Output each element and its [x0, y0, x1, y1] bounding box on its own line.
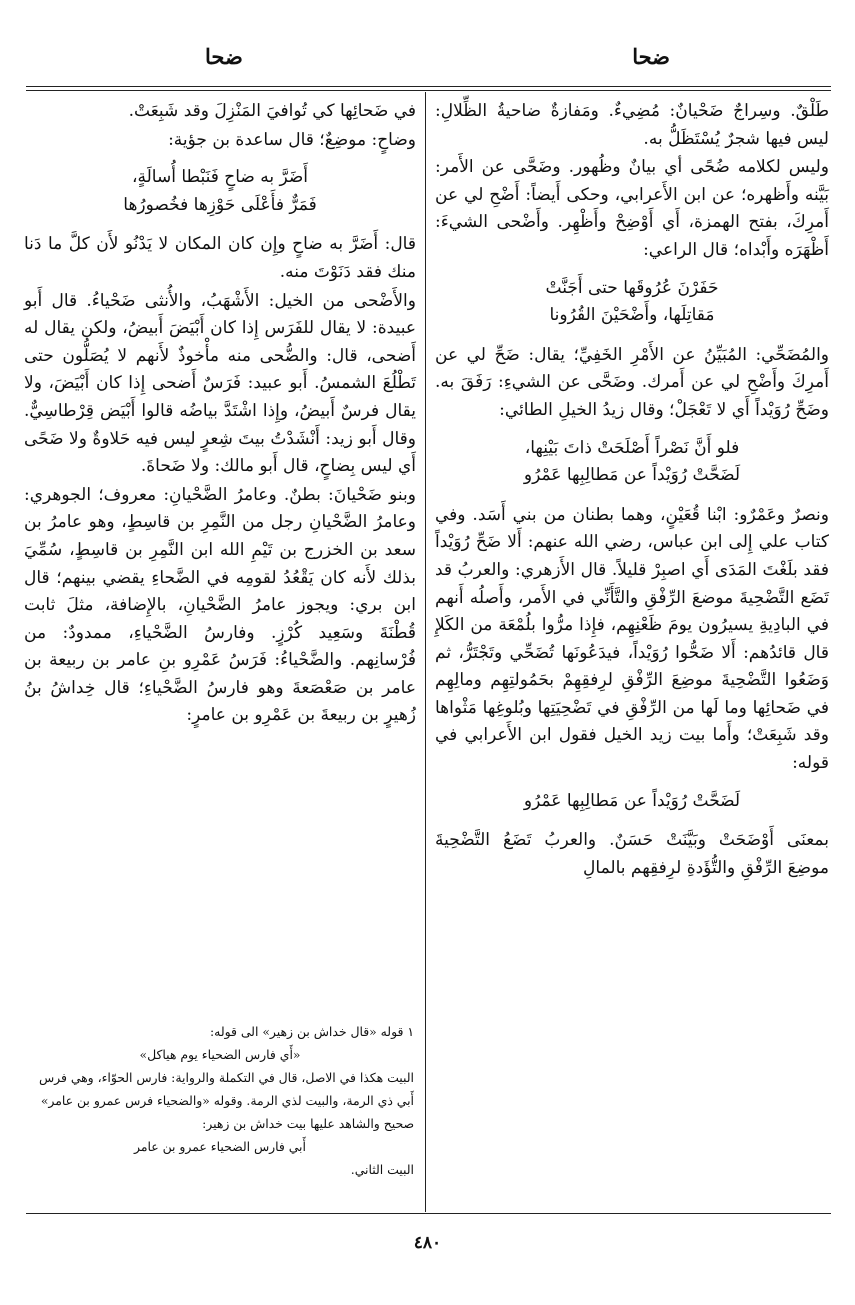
verse-line: لَضَحَّتْ رُوَيْداً عن مَطالِبِها عَمْرُو [523, 465, 741, 486]
verse-line: حَفَرْنَ عُرُوقَها حتى أَجَنَّتْ [545, 277, 719, 298]
paragraph: بمعنَى أَوْضَحَتْ وبَيَّنَتْ حَسَنٌ. والعربُ تَضَعُ التَّضْحِيةَ موضِعَ الرِّفْقِ والتُّؤَدةِ لرِفقِهم بالمالِ [435, 830, 829, 878]
header-rule [26, 86, 831, 87]
paragraph: قال: أَضَرَّ به ضاحٍ وإِن كان المكان لا يَدْنُو لأَن كلَّ ما دَنا منك فقد دَنَوْتَ منه. [24, 234, 416, 282]
verse-line: مَقاتِلَها، وأَضْحَيْنَ القُرُونا [549, 305, 715, 326]
verse-line: لَضَحَّتْ رُوَيْداً عن مَطالِبِها عَمْرُو [523, 790, 741, 811]
left-column [24, 98, 416, 730]
paragraph: والمُضَحِّي: المُبَيِّنُ عن الأَمْرِ الخَفِيِّ؛ يقال: ضَحِّ لي عن أَمرِكَ وأَضْحِ لي عن أَمرك. وضَحَّى عن الشيءِ: رَفَقَ به. وضَحِّ رُوَيْداً أَي لا تَعْجَلْ؛ وقال زيدُ الخيلِ الطائي: [435, 344, 829, 420]
paragraph: وليس لكلامه ضُحًى أي بيانٌ وظُهور. وضَحَّى عن الأَمر: بَيَّنه وأَظهره؛ عن ابن الأَعرابي، وحكى أَيضاً: أَضْحِ لي عن أَمرِكَ، بفتح الهمزة، أَي أَوْضِحْ وأَظْهِر. وأَضْحى الشيءَ: أَظْهَرَه وأَبْداه؛ قال الراعي: [435, 157, 829, 260]
page-number: ٤٨٠ [413, 1233, 442, 1253]
paragraph: وضاحٍ: موضِعٌ؛ قال ساعدة بن جؤية: [168, 129, 416, 150]
verse-line: فَمَرٌّ فأَعْلَى حَوْزِها فخُصورُها [123, 194, 317, 215]
header-right-title: ضحا [632, 44, 670, 69]
header-rule-secondary [26, 90, 831, 91]
footnote-line: «أَي فارس الضحياء يوم هياكل» [139, 1047, 301, 1062]
right-column [435, 98, 829, 882]
paragraph: في ضَحائِها كي تُوافيَ المَنْزِلَ وقد شَبِعَتْ. [128, 101, 416, 121]
verse [24, 164, 416, 219]
verse [435, 435, 829, 490]
footnote-line: أَبي فارس الضحياء عمرو بن عامر [134, 1139, 306, 1154]
paragraph: ونصرٌ وعَمْرٌو: ابْنا قُعَيْنٍ، وهما بطنان من بني أَسَد. وفي كتاب علي إِلى ابن عباس، رضي الله عنهم: أَلا ضَحِّ رُوَيْداً فقد بلَغْتَ المَدَى أَي اصبِرْ قليلاً. قال الأَزهري: والعربُ قد تَضَع التَّضْحِيةَ موضعَ الرِّفْقِ والتَّأَنِّي في الأَمر، وأَصلُه أَنهم في البادِيةِ يسيرُون يومَ ظَعْنِهِم، فإِذا مرُّوا بلُمْعَة من الكَلإِ قال قائدُهم: أَلا ضَحُّوا رُوَيْداً، فيدَعُونَها تُضَحِّي وتَجْتَرُّ، ثم وَضَعُوا التَّضْحِيةَ موضِعَ الرِّفْقِ لرِفقِهِمْ بحَمُولتِهِم ومالِهِم في ضَحائِها وما لَها من الرِّفْقِ في تَضْحِيَتِها وبُلوغِها مَثْواها وقد شَبِعَتْ؛ وأَما بيت زيد الخيل فقول ابن الأَعرابي في قوله: [435, 504, 829, 774]
paragraph: والأَضْحى من الخيل: الأَشْهَبُ، والأُنثى ضَحْياءُ. قال أَبو عبيدة: لا يقال للفَرَس إِذا كان أَبْيَضَ أَبيضُ، ولكن يقال له أَضحى، قال: والضُّحى منه مأْخوذٌ لأَنهم لا يُصَلُّون حتى تَطْلُعَ الشمسُ. أَبو عبيد: فَرَسٌ أَضحى إِذا كان أَبْيَضَ، ولا يقال فرسٌ أَبيضُ، وإِذا اشْتَدَّ بياضُه قالوا أَبْيَض قِرْطاسِيٌّ. وقال أَبو زيد: أَنْشَدْتُ بيتَ شِعرٍ ليس فيه حَلاوةٌ ولا ضَحًى أَي ليس بِضاحٍ، قال أَبو مالك: ولا ضَحاةَ. [24, 290, 416, 477]
footer-rule [26, 1213, 831, 1214]
paragraph: طَلْقٌ. وسِراجٌ ضَحْيانٌ: مُضِيءٌ. ومَفازةٌ ضاحيةُ الظِّلالِ: ليس فيها شجرٌ يُسْتَظَلُّ به. [435, 101, 829, 149]
footnote [26, 1020, 414, 1181]
column-divider [425, 92, 426, 1212]
verse [435, 788, 829, 816]
footnote-line: البيت الثاني. [350, 1162, 414, 1177]
footnote-line: البيت هكذا في الاصل، قال في التكملة والرواية: فارس الحوّاء، وهي فرس أَبي ذي الرمة، والبيت لذي الرمة. وقوله «والضحياء فرس عمرو بن عامر» صحيح والشاهد عليها بيت خداش بن زهير: [39, 1070, 414, 1131]
footnote-line: ١ قوله «قال خداش بن زهير» الى قوله: [210, 1024, 414, 1039]
paragraph: وبنو ضَحْيانَ: بطنٌ. وعامرُ الضَّحْيانِ: معروف؛ الجوهري: وعامرُ الضَّحْيانِ رجل من النَّمِرِ بن قاسِطٍ، وهو عامرُ بن سعد بن الخزرج بن تَيْمِ الله ابن النَّمِرِ بن قاسِطٍ، سُمِّيَ بذلك لأَنه كان يَقْعُدُ لقومِه في الضَّحاءِ يقضي بينهم؛ قال ابن بري: ويجوز عامرُ الضَّحْيانِ، بالإِضافة، مثلَ ثابت قُطْنَةَ وسَعِيد كُرْزٍ. وفارسُ الضَّحْياءِ، ممدودٌ: من فُرْسانِهم. والضَّحْياءُ: فَرَسُ عَمْرِو بنِ عامر بن ربيعة بن عامر بن صَعْصَعةَ وهو فارسُ الضَّحْياءِ؛ قال خِداشُ بنُ زُهيرٍ بن ربيعةَ بن عَمْرِو بن عامرٍ: [24, 484, 416, 726]
verse-line: فلو أَنَّ نَصْراً أَصْلَحَتْ ذاتَ بَيْنِها، [524, 437, 740, 458]
header-left-title: ضحا [205, 44, 243, 69]
verse [435, 275, 829, 330]
verse-line: أَضَرَّ به ضاحٍ فَنَبْطا أُسالَةٍ، [131, 167, 309, 188]
